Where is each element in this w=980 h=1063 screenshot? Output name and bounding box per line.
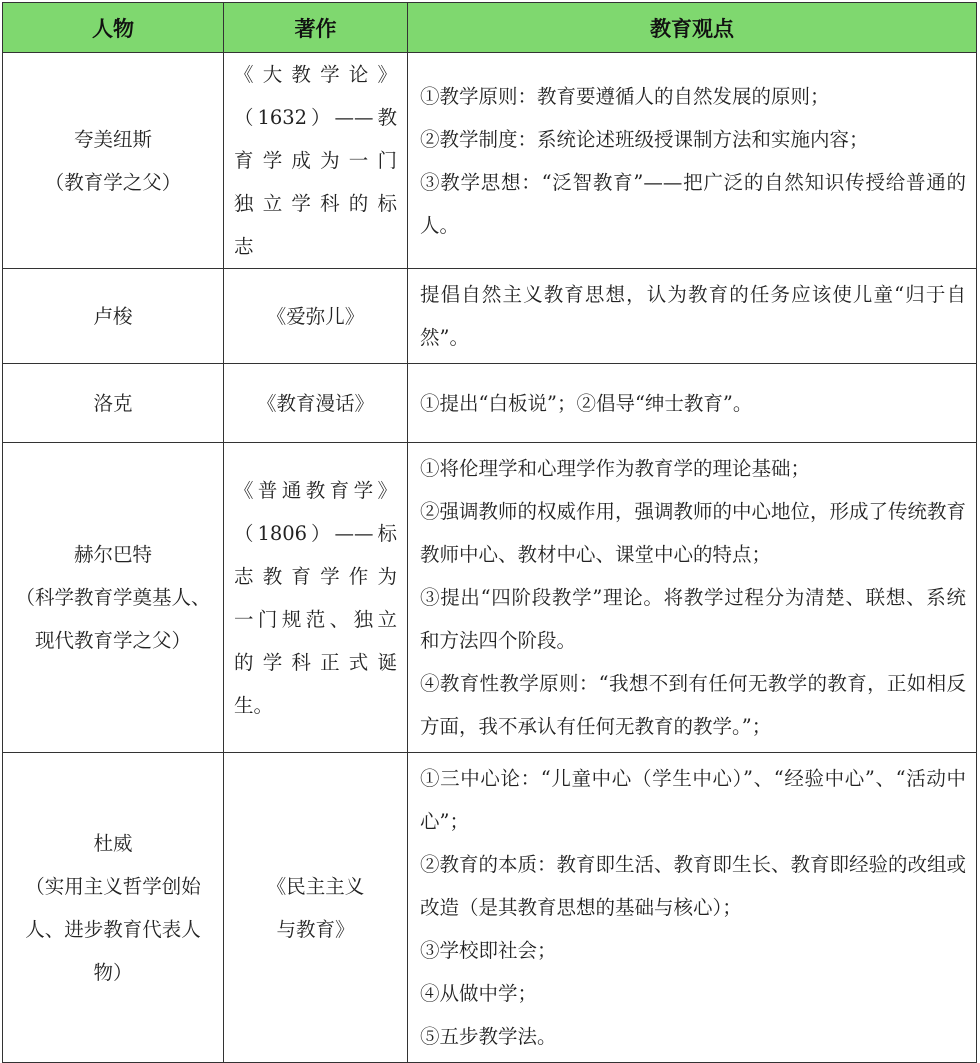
work-line: 《民主主义 [266,874,365,898]
work-line: 一门规范、独立 [234,607,397,631]
work-cell [224,753,408,1063]
person-title: （教育学之父） [44,170,182,194]
table-row-herbart [3,443,977,753]
views-cell [408,364,977,443]
views-cell [408,753,977,1063]
table-header-row [3,3,977,53]
view-item: ⑤五步教学法。 [420,1025,557,1048]
work-cell [224,443,408,753]
work-cell [224,53,408,269]
work-line: 的学科正式诞 [234,650,397,674]
work-line: 生。 [234,693,274,717]
work-cell [224,269,408,364]
view-item: ③提出“四阶段教学”理论。将教学过程分为清楚、联想、系统和方法四个阶段。 [420,586,966,652]
view-item: ②教育的本质：教育即生活、教育即生长、教育即经验的改组或改造（是其教育思想的基础与核心）； [420,853,967,919]
person-name: 卢梭 [93,304,133,328]
table-row-rousseau [3,269,977,364]
table-row-comenius [3,53,977,269]
person-name: 赫尔巴特 [73,543,152,566]
work-line: 与教育》 [276,917,355,941]
view-item: ①教学原则：教育要遵循人的自然发展的原则； [420,84,830,108]
table-row-locke [3,364,977,443]
header-views: 教育观点 [408,3,977,53]
work-line: （1632）——教 [234,106,397,129]
work-cell [224,364,408,443]
person-cell [3,364,224,443]
person-name: 夸美纽斯 [73,127,152,151]
header-work: 著作 [224,3,408,53]
person-name: 洛克 [93,391,133,415]
view-item: ②强调教师的权威作用，强调教师的中心地位，形成了传统教育教师中心、教材中心、课堂中心的特点； [420,500,967,566]
view-item: ③教学思想：“泛智教育”——把广泛的自然知识传授给普通的人。 [420,170,966,237]
view-item: ①提出“白板说”；②倡导“绅士教育”。 [420,391,753,415]
work-line: （1806）——标 [234,521,397,545]
person-title: （实用主义哲学创始人、进步教育代表人物） [25,874,201,984]
work-line: 《爱弥儿》 [266,304,365,328]
person-cell [3,53,224,269]
table-row-dewey [3,753,977,1063]
views-cell [408,53,977,269]
work-line: 志教育学作为 [234,564,397,588]
person-cell [3,269,224,364]
education-thinkers-table [2,2,977,1063]
work-line: 《教育漫话》 [256,391,374,415]
person-name: 杜威 [93,831,133,855]
work-line: 志 [234,235,254,258]
view-item: ①将伦理学和心理学作为教育学的理论基础； [420,457,811,480]
view-item: 提倡自然主义教育思想，认为教育的任务应该使儿童“归于自然”。 [420,283,966,349]
person-cell [3,443,224,753]
view-item: ④从做中学； [420,982,538,1005]
views-cell [408,269,977,364]
person-cell [3,753,224,1063]
view-item: ④教育性教学原则：“我想不到有任何无教学的教育，正如相反方面，我不承认有任何无教育的教学。”； [420,672,966,738]
view-item: ③学校即社会； [420,939,557,962]
header-person: 人物 [3,3,224,53]
work-line: 《普通教育学》 [234,478,397,502]
work-line: 育学成为一门 [234,149,397,172]
person-title: （科学教育学奠基人、现代教育学之父） [15,586,211,652]
work-line: 《大教学论》 [234,63,397,86]
views-cell [408,443,977,753]
view-item: ②教学制度：系统论述班级授课制方法和实施内容； [420,127,869,151]
view-item: ①三中心论：“儿童中心（学生中心）”、“经验中心”、“活动中心”； [420,767,966,833]
work-line: 独立学科的标 [234,192,397,215]
